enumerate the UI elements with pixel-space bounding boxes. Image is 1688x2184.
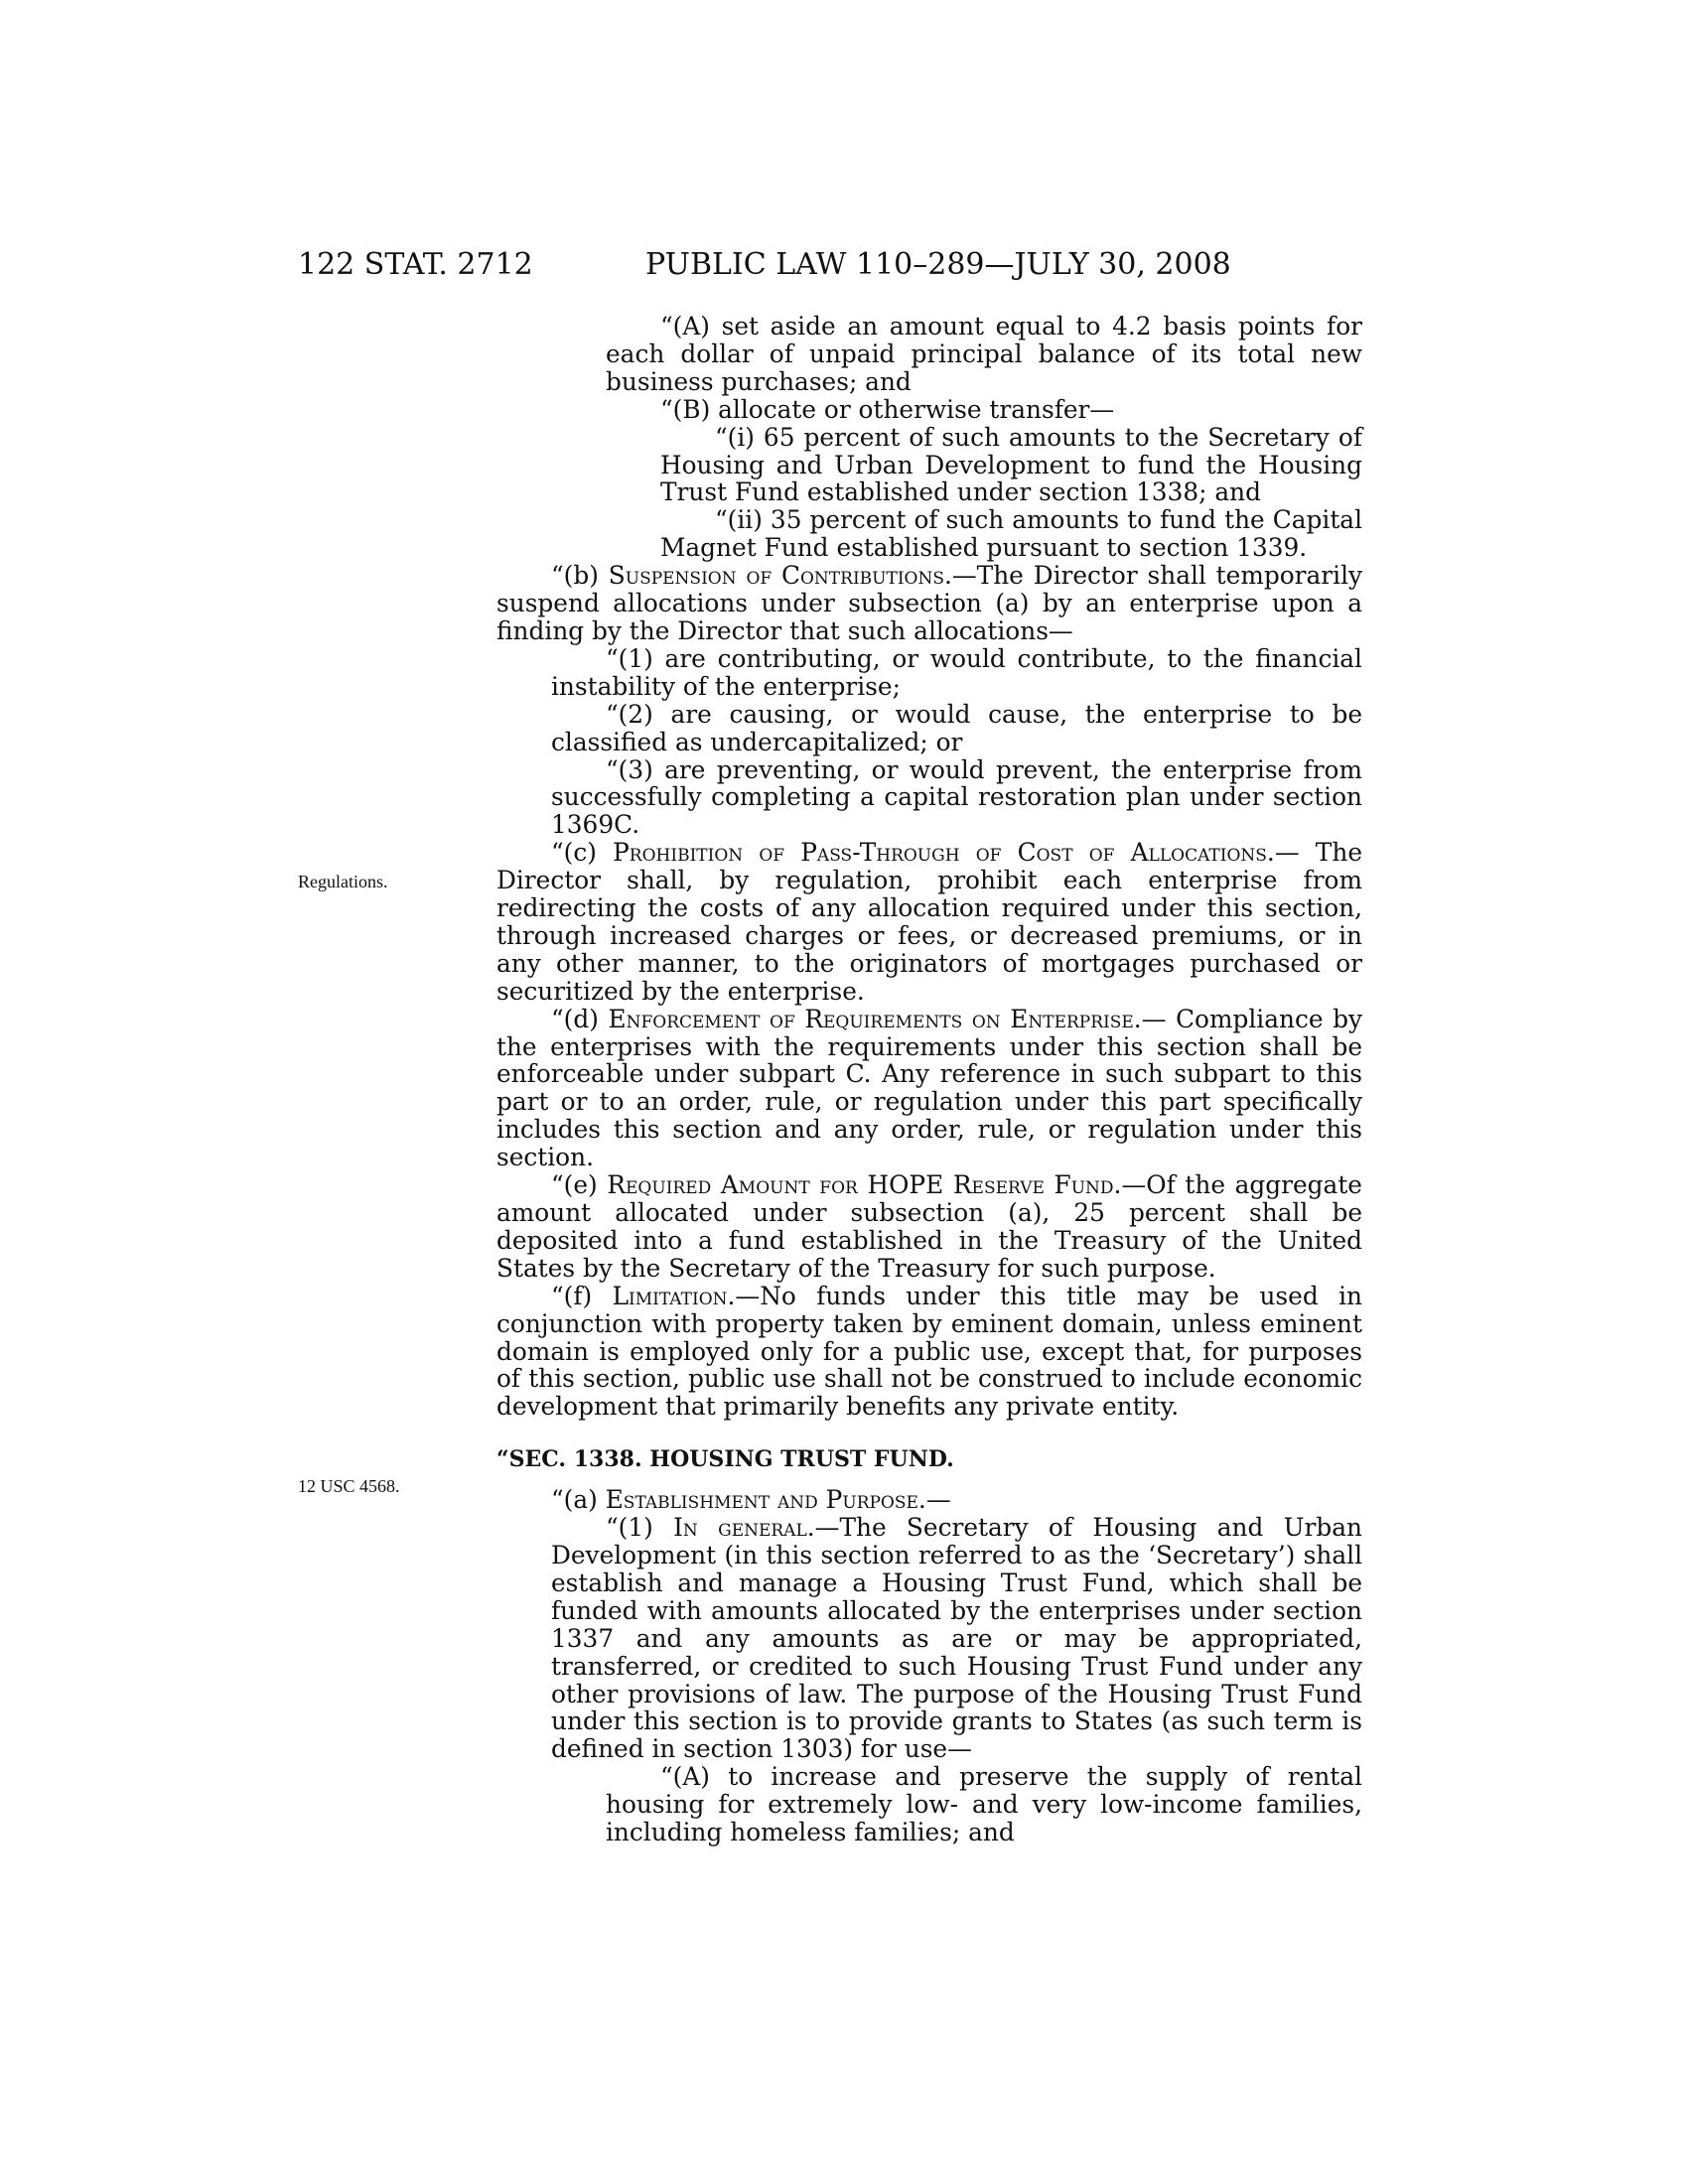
paragraph-b-3: “(3) are preventing, or would prevent, the enterprise from successfully completing a capital restoration plan under section 1369C. <box>551 754 1362 840</box>
subsection-b-text: —The Director shall temporarily suspend allocations under subsection (a) by an enterprise upon a finding by the Director that such allocations— <box>496 561 1363 645</box>
section-1338-1-prefix: “(1) <box>606 1513 674 1543</box>
subsection-f-prefix: “(f) <box>551 1281 613 1310</box>
subsection-c-prefix: “(c) <box>551 838 614 868</box>
paragraph-a-A: “(A) set aside an amount equal to 4.2 basis points for each dollar of unpaid principal balance of its total new business purchases; and <box>606 312 1362 396</box>
subsection-e-prefix: “(e) <box>551 1170 608 1200</box>
clause-a-B-ii: “(ii) 35 percent of such amounts to fund the Capital Magnet Fund established pursuant to section 1339. <box>660 505 1362 563</box>
subsection-b-heading: Suspension of Contributions. <box>608 561 952 591</box>
subsection-d <box>496 1006 1362 1171</box>
paragraph-b-2: “(2) are causing, or would cause, the enterprise to be classified as undercapitalized; or <box>551 699 1362 756</box>
subsection-f-heading: Limitation. <box>612 1281 736 1310</box>
section-1338-a-heading: Establishment and Purpose. <box>605 1485 926 1515</box>
section-1338-1-heading: In general. <box>673 1513 815 1543</box>
subsection-f-text: —No funds under this title may be used in conjunction with property taken by eminent domain, unless eminent domain is employed only for a public use, except that, for purposes of this section, public use shall not be construed to include economic development that primarily benefits any private entity. <box>496 1281 1362 1422</box>
subsection-f <box>496 1283 1362 1422</box>
section-1338-paragraph-1-A: “(A) to increase and preserve the supply of rental housing for extremely low- and very low-income families, including homeless families; and <box>606 1762 1362 1847</box>
subsection-e <box>496 1171 1362 1283</box>
public-law-citation: PUBLIC LAW 110–289—JULY 30, 2008 <box>645 247 1231 282</box>
subsection-b <box>496 562 1362 645</box>
statute-body <box>496 313 1362 1846</box>
subsection-e-heading: Required Amount for HOPE Reserve Fund. <box>607 1170 1122 1200</box>
stat-page-number: 122 STAT. 2712 <box>298 247 533 282</box>
subsection-d-heading: Enforcement of Requirements on Enterprise. <box>608 1004 1142 1033</box>
clause-a-B-i: “(i) 65 percent of such amounts to the Secretary of Housing and Urban Development to fund the Housing Trust Fund established under section 1338; and <box>660 422 1362 507</box>
paragraph-a-B: “(B) allocate or otherwise transfer— <box>660 394 1115 424</box>
running-header <box>298 245 1362 285</box>
margin-note-regulations: Regulations. <box>298 872 388 891</box>
subsection-c <box>496 839 1362 1005</box>
subsection-b-prefix: “(b) <box>551 561 609 591</box>
section-1338-title: “SEC. 1338. HOUSING TRUST FUND. <box>496 1446 954 1473</box>
paragraph-b-1: “(1) are contributing, or would contribute, to the financial instability of the enterprise; <box>551 643 1362 701</box>
margin-note-usc: 12 USC 4568. <box>298 1476 400 1496</box>
subsection-e-text: —Of the aggregate amount allocated under subsection (a), 25 percent shall be deposited into a fund established in the Treasury of the United States by the Secretary of the Treasury for such purpose. <box>496 1170 1362 1283</box>
subsection-d-prefix: “(d) <box>551 1004 609 1033</box>
subsection-c-heading: Prohibition of Pass-Through of Cost of Allocations. <box>613 838 1275 868</box>
section-1338-1-text: —The Secretary of Housing and Urban Development (in this section referred to as the ‘Secretary’) shall establish and manage a Housing Trust Fund, which shall be funded with amounts allocated by the enterprises under section 1337 and any amounts as are or may be appropriated, transferred, or credited to such Housing Trust Fund under any other provisions of law. The purpose of the Housing Trust Fund under this section is to provide grants to States (as such term is defined in section 1303) for use— <box>551 1513 1363 1764</box>
subsection-c-text: — The Director shall, by regulation, prohibit each enterprise from redirecting the costs of any allocation required under this section, through increased charges or fees, or decreased premiums, or in any other manner, to the originators of mortgages purchased or securitized by the enterprise. <box>496 838 1362 1006</box>
subsection-d-text: — Compliance by the enterprises with the requirements under this section shall be enforceable under subpart C. Any reference in such subpart to this part or to an order, rule, or regulation under this part specifically includes this section and any order, rule, or regulation under this section. <box>496 1004 1362 1172</box>
section-1338-a-dash: — <box>925 1485 951 1515</box>
section-1338-paragraph-1 <box>496 1514 1362 1763</box>
section-1338-subsection-a <box>496 1486 1362 1514</box>
section-1338-a-prefix: “(a) <box>551 1485 606 1515</box>
